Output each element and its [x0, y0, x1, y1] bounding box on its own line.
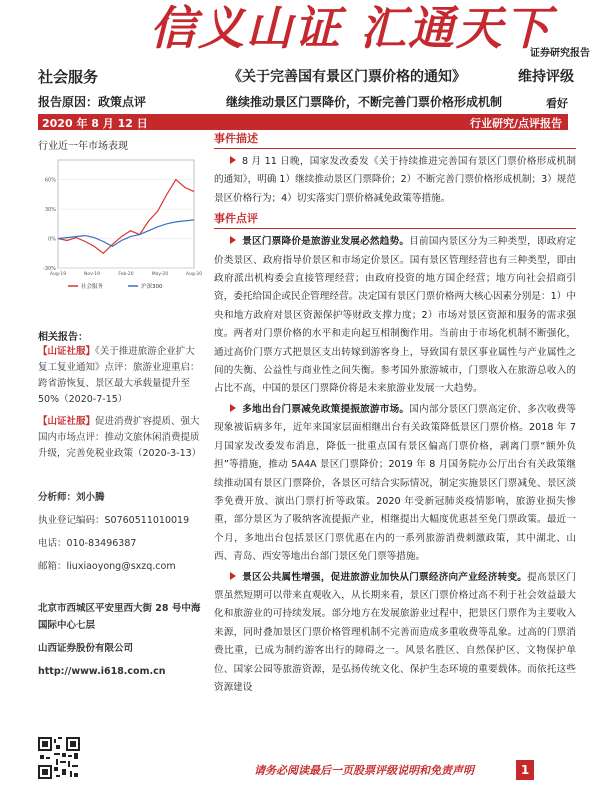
report-subheadline: 继续推动景区门票降价，不断完善门票价格形成机制: [226, 95, 503, 109]
sidebar: [38, 134, 203, 294]
analyst-name: 刘小腾: [76, 492, 105, 503]
x-tick-label: Nov-19: [83, 272, 101, 277]
legend-label: 沪深300: [141, 284, 163, 290]
x-tick-label: Aug-20: [185, 272, 203, 277]
qr-code-icon: [38, 737, 80, 779]
analyst-email-row: 邮箱：liuxiaoyong@sxzq.com: [38, 561, 176, 572]
company-name: 山西证券股份有限公司: [38, 643, 134, 654]
report-date: 2020 年 8 月 12 日: [42, 117, 148, 130]
related-report-tag: 【山证社服】: [38, 346, 96, 357]
report-type: 行业研究/点评报告: [469, 117, 562, 130]
event-paragraph: 8 月 11 日晚，国家发改委发《关于持续推进完善国有景区门票价格形成机制的通知》，明确 1）继续推动景区门票降价；2）不断完善门票价格形成机制；3）规范景区价格行为；4）切实落实门票价格减免政策等措施。: [214, 156, 576, 204]
comment-paragraph-1: 景区门票降价是旅游业发展必然趋势。目前国内景区分为三种类型，即政府定价类景区、政府指导价景区和市场定价景区。国有景区管理经营也有三种类型，即由政府派出机构委会直接管理经营；由政府投资的地方国企经营；地方向社会招商引资，委托给国企或民企管理经营。决定国有景区门票价格两大核心因素分别是：1）中央和地方政府对景区资源保护等财政支撑力度；2）市场对景区资源和服务的需求强度。两者对门票价格的水平和走向起互相制衡作用。当前由于市场化机制不断强化，通过高价门票方式把景区支出转嫁到游客身上，导致国有景区事业属性与产业属性之间的失衡、公益性与商业性之间失衡。参考国外旅游城市，门票收入在旅游总收入的占比不高，中国的景区门票降价将是未来旅游业发展一大趋势。: [214, 236, 577, 395]
series-line: [58, 180, 194, 254]
y-tick-label: -30%: [43, 266, 56, 272]
section-divider: [214, 148, 576, 149]
reason-row: [38, 93, 578, 111]
section-divider: [214, 228, 576, 229]
company-website[interactable]: http://www.i618.com.cn: [38, 666, 166, 677]
rating-value: 看好: [546, 97, 568, 110]
market-performance-chart: [38, 154, 203, 294]
analyst-tel-row: 电话：010-83496387: [38, 538, 137, 549]
disclaimer-note: 请务必阅读最后一页股票评级说明和免责声明: [254, 764, 474, 777]
section-title-comment: 事件点评: [214, 212, 258, 226]
related-report-text: 促进消费扩容提质、强大国内市场点评：推动文旅休闲消费提质升级，完善免税业政策（2020-3-13）: [38, 416, 202, 459]
related-report-text: 《关于推进旅游企业扩大复工复业通知》点评：旅游业迎重启：跨省游恢复、景区最大承载量提升至 50%（2020-7-15）: [38, 346, 200, 405]
related-report-tag: 【山证社服】: [38, 416, 96, 427]
bullet-arrow-icon: [230, 156, 236, 164]
analyst-tel: 010-83496387: [66, 538, 137, 549]
comment-paragraph-2: 多地出台门票减免政策提振旅游市场。国内部分景区门票高定价、多次收费等现象被诟病多年，近年来国家层面相继出台有关政策降低景区门票价格。2018 年 7 月国家发改委发布消息，降低一批重点国有景区偏高门票价格，剥离门票“额外负担”等措施，推动 5A4A 景区门票降价；2019 年 8 月国务院办公厅出台有关政策继续推动国有景区门票降价，各景区可结合实际情况，制定实施景区门票减免、景区淡季免费开放、演出门票打折等政策。2020 年受新冠肺炎疫情影响，旅游业损失惨重，部分景区为了吸纳客流提振产业，相继提出大幅度优惠甚至免门票政策。最近一个月，多地出台包括景区门票优惠在内的一系列旅游消费刺激政策，其中湖北、山西、青岛、西安等地出台部门景区免门票等措施。: [214, 403, 577, 563]
analyst-cert: S0760511010019: [104, 515, 190, 526]
analyst-email[interactable]: liuxiaoyong@sxzq.com: [66, 561, 176, 572]
related-report-item[interactable]: [38, 414, 202, 462]
related-reports-title: 相关报告：: [38, 332, 88, 343]
y-tick-label: 60%: [44, 177, 56, 184]
legend-label: 社会服务: [81, 284, 104, 290]
report-category-tag: 证券研究报告: [530, 48, 590, 59]
report-reason: 报告原因：政策点评: [38, 95, 147, 109]
related-reports-list: [38, 344, 202, 468]
x-tick-label: Aug-19: [49, 272, 67, 277]
date-bar: [38, 114, 568, 130]
chart-title: 行业近一年市场表现: [38, 141, 128, 152]
report-headline: 《关于完善国有景区门票价格的通知》: [228, 69, 466, 85]
analyst-info: [38, 486, 202, 578]
page-number: 1: [516, 760, 534, 780]
bullet-arrow-icon: [230, 572, 236, 580]
footer: [214, 764, 514, 800]
brand-logo: 信义山证 汇通天下: [150, 1, 553, 55]
x-tick-label: Feb-20: [118, 272, 134, 277]
title-row: [38, 66, 578, 88]
bullet-arrow-icon: [230, 404, 236, 412]
plot-frame: [58, 160, 194, 268]
main-content: [214, 130, 576, 697]
rating-label: 维持评级: [518, 69, 574, 85]
company-address: 北京市西城区平安里西大街 28 号中海国际中心七层: [38, 603, 201, 631]
section-title-event: 事件描述: [214, 132, 258, 145]
analyst-name-row: 分析师：刘小腾: [38, 492, 105, 503]
y-tick-label: 0%: [48, 236, 56, 243]
company-address-block: [38, 600, 202, 680]
bullet-arrow-icon: [230, 236, 236, 244]
chart-canvas: [38, 154, 203, 294]
analyst-cert-row: 执业登记编码：S0760511010019: [38, 515, 190, 526]
related-report-item[interactable]: [38, 344, 202, 408]
industry-name: 社会服务: [38, 68, 99, 86]
x-tick-label: May-20: [151, 272, 169, 277]
y-tick-label: 30%: [44, 207, 56, 214]
header-banner: [0, 0, 600, 62]
comment-paragraph-3: 景区公共属性增强，促进旅游业加快从门票经济向产业经济转变。提高景区门票虽然短期可以带来直观收入，从长期来看，景区门票价格过高不利于社会效益最大化和旅游业的可持续发展。部分地方在发展旅游业过程中，把景区门票作为主要收入来源，同时叠加景区门票价格管理机制不完善而造成多重收费等乱象。过高的门票消费比重，已成为制约游客出行的障碍之一。风景名胜区、自然保护区、文物保护单位、国家公园等旅游资源，是弘扬传统文化、保护生态环境的重要载体。而依托这些资源建设: [214, 571, 577, 693]
